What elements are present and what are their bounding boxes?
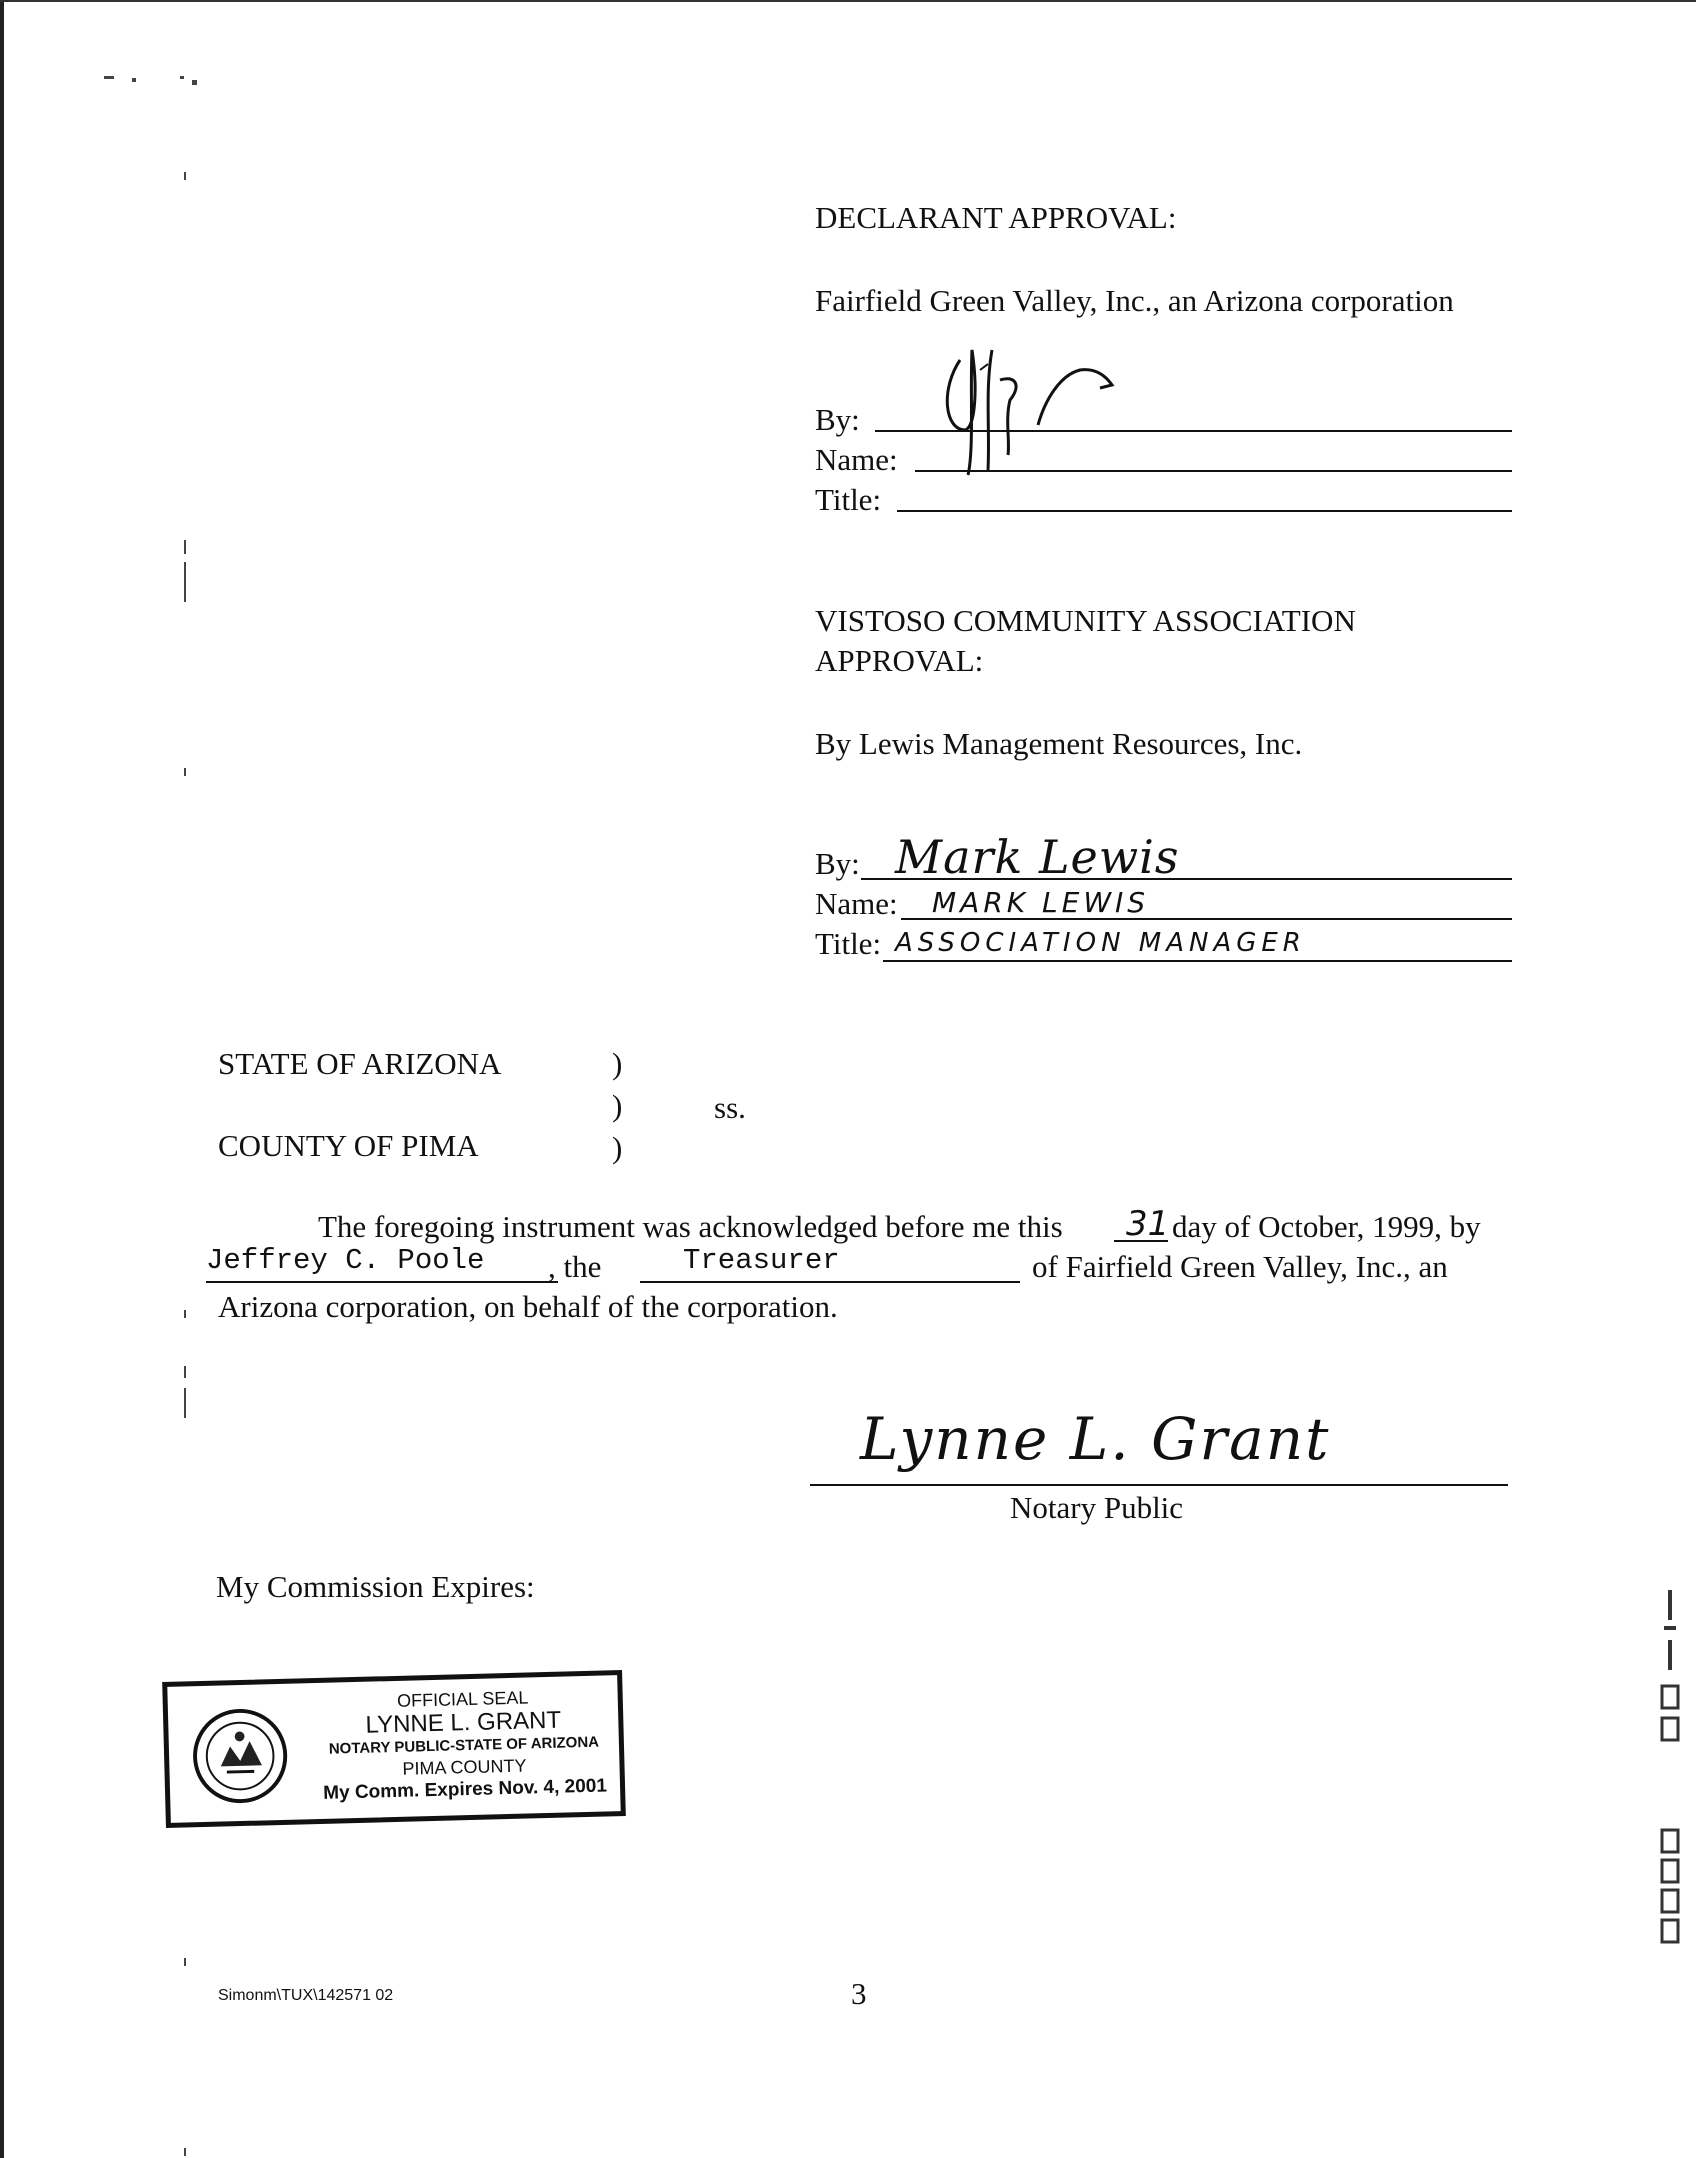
ack-signer-name-line: [206, 1281, 558, 1283]
notary-label: Notary Public: [1010, 1490, 1184, 1525]
association-manager: By Lewis Management Resources, Inc.: [815, 726, 1303, 761]
ack-of-company: of Fairfield Green Valley, Inc., an: [1032, 1249, 1448, 1284]
scan-speck: [184, 172, 186, 180]
declarant-name-label: Name:: [815, 442, 898, 477]
side-recording-stamp: [1654, 1590, 1690, 1970]
venue-county: COUNTY OF PIMA: [218, 1128, 479, 1163]
association-name-label: Name:: [815, 886, 898, 921]
declarant-heading: DECLARANT APPROVAL:: [815, 200, 1177, 235]
seal-line2: LYNNE L. GRANT: [365, 1706, 562, 1739]
notary-signature-line: [810, 1484, 1508, 1486]
ack-signer-title-line: [640, 1281, 1020, 1283]
scan-left-edge: [0, 0, 4, 2158]
scan-top-edge: [0, 0, 1696, 2]
declarant-signature: [930, 330, 1150, 480]
page-number: 3: [851, 1976, 867, 2011]
notary-signature: Lynne L. Grant: [860, 1405, 1331, 1473]
scan-speck: [192, 80, 197, 85]
scan-speck: [184, 768, 186, 776]
scan-speck: [180, 76, 184, 79]
association-by-label: By:: [815, 846, 860, 881]
commission-label: My Commission Expires:: [216, 1569, 535, 1604]
seal-line4: PIMA COUNTY: [402, 1755, 527, 1779]
official-seal-stamp: [162, 1670, 626, 1828]
association-heading-line2: APPROVAL:: [815, 643, 984, 678]
scan-speck: [184, 1310, 186, 1318]
venue-paren: ): [612, 1088, 623, 1123]
scan-speck: [184, 1958, 186, 1966]
scan-speck: [184, 1408, 186, 1418]
venue-paren: ): [612, 1130, 623, 1165]
arizona-seal-emblem-icon: [190, 1706, 291, 1807]
ack-line1-prefix: The foregoing instrument was acknowledged before me this: [318, 1209, 1063, 1244]
association-heading-line1: VISTOSO COMMUNITY ASSOCIATION: [815, 603, 1356, 638]
declarant-title-label: Title:: [815, 482, 882, 517]
venue-paren: ): [612, 1046, 623, 1081]
association-title-line: [883, 960, 1512, 962]
association-signature: Mark Lewis: [895, 830, 1180, 884]
association-title-label: Title:: [815, 926, 882, 961]
seal-line3: NOTARY PUBLIC-STATE OF ARIZONA: [328, 1733, 600, 1758]
association-name-value: MARK LEWIS: [932, 886, 1150, 919]
scan-speck: [184, 562, 186, 602]
declarant-by-label: By:: [815, 402, 860, 437]
ack-comma-the: , the: [548, 1249, 602, 1284]
declarant-title-line: [897, 510, 1512, 512]
association-title-value: ASSOCIATION MANAGER: [895, 928, 1306, 958]
ack-line1-suffix: day of October, 1999, by: [1172, 1209, 1481, 1244]
footer-file-ref: Simonm\TUX\142571 02: [218, 1987, 394, 2004]
venue-state: STATE OF ARIZONA: [218, 1046, 502, 1081]
scan-speck: [184, 2148, 186, 2156]
seal-line5: My Comm. Expires Nov. 4, 2001: [323, 1775, 608, 1804]
scan-speck: [184, 540, 186, 554]
ack-day-line: [1114, 1240, 1168, 1242]
declarant-company: Fairfield Green Valley, Inc., an Arizona corporation: [815, 283, 1454, 318]
ack-day: 31: [1126, 1204, 1170, 1244]
ack-signer-name: Jeffrey C. Poole: [206, 1244, 485, 1277]
ack-signer-title: Treasurer: [683, 1244, 840, 1277]
venue-ss: ss.: [714, 1090, 746, 1125]
scan-speck: [184, 1366, 186, 1378]
scan-speck: [104, 76, 114, 79]
scan-speck: [184, 1388, 186, 1408]
seal-line1: OFFICIAL SEAL: [396, 1687, 529, 1711]
ack-line3: Arizona corporation, on behalf of the corporation.: [218, 1289, 838, 1324]
scan-speck: [132, 78, 136, 82]
